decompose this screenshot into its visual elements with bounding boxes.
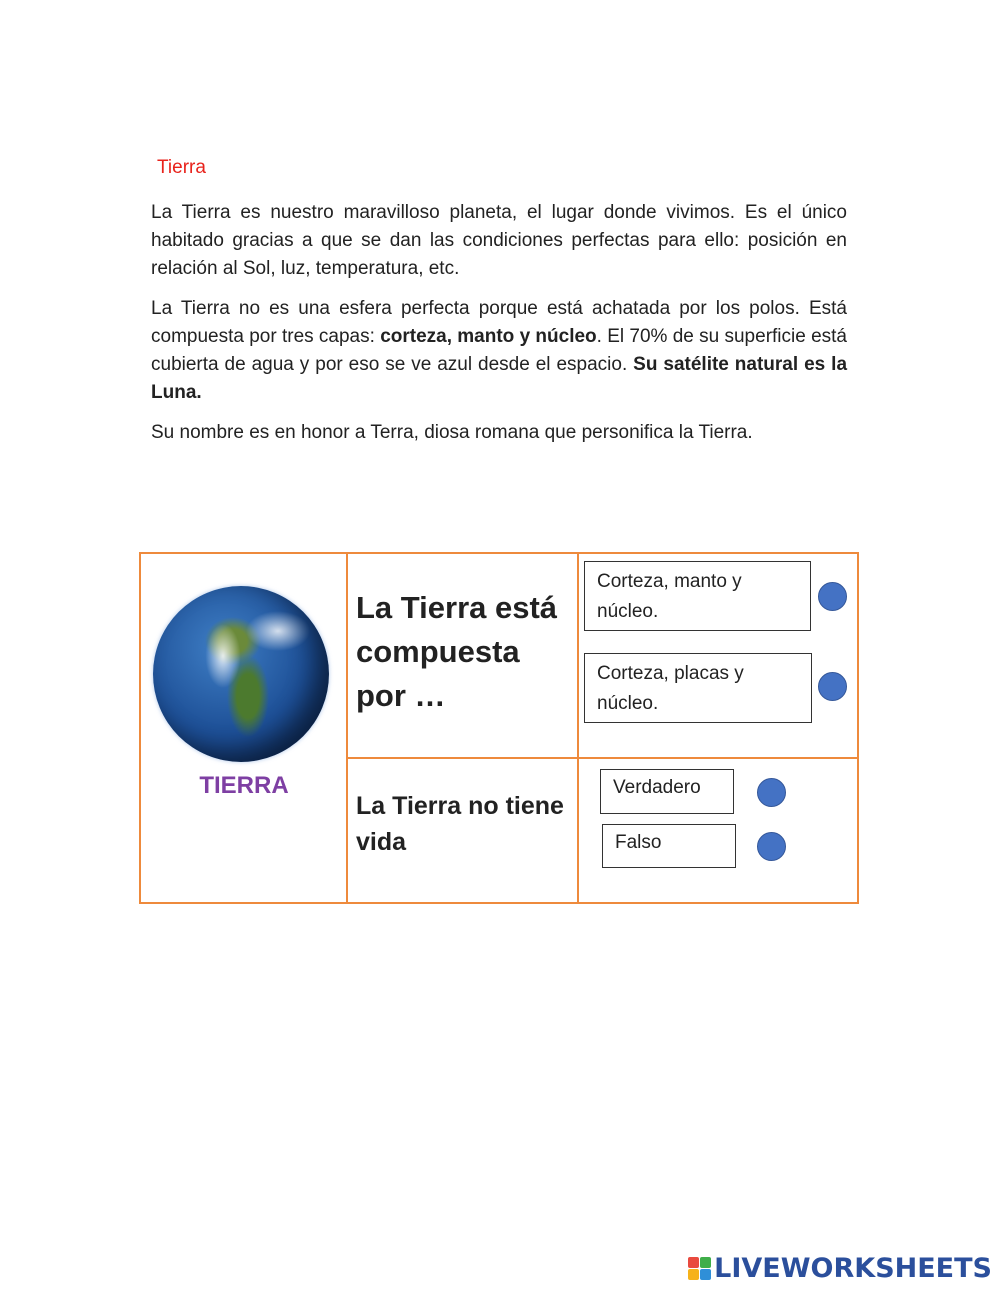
layers-text-1: La Tierra no es una esfera perfecta porque está achatada por los polos. Está compuesta por tres capas: [151,298,847,347]
q2-option-false: Falso [602,824,736,868]
quiz-table [139,552,859,904]
q1-option-2-radio[interactable] [818,672,847,701]
section-title: Tierra [157,157,206,178]
q1-option-1-radio[interactable] [818,582,847,611]
q2-option-true: Verdadero [600,769,734,814]
liveworksheets-logo [688,1253,992,1284]
q1-option-1: Corteza, manto y núcleo. [584,561,811,631]
earth-image [153,586,329,762]
layers-bold-1: corteza, manto y núcleo [380,326,597,347]
name-paragraph: Su nombre es en honor a Terra, diosa romana que personifica la Tierra. [151,422,753,443]
q2-option-false-radio[interactable] [757,832,786,861]
layers-paragraph [151,295,847,407]
q1-option-2: Corteza, placas y núcleo. [584,653,812,723]
table-divider [347,757,857,759]
brand-grid-icon [688,1257,711,1280]
question-1: La Tierra está compuesta por … [356,590,558,713]
question-2: La Tierra no tiene vida [356,792,564,856]
q2-option-true-radio[interactable] [757,778,786,807]
intro-paragraph: La Tierra es nuestro maravilloso planeta, el lugar donde vivimos. Es el único habitado gracias a que se dan las condiciones perfectas para ello: posición en relación al Sol, luz, temperatura, etc. [151,202,847,279]
table-divider [346,554,348,902]
layers-bold-2: Su satélite natural es la Luna. [151,354,848,403]
earth-label: TIERRA [199,772,289,799]
layers-text-2: . El 70% de su superficie está cubierta de agua y por eso se ve azul desde el espacio. [151,326,848,375]
table-divider [577,554,579,902]
brand-name: LIVEWORKSHEETS [714,1253,992,1284]
